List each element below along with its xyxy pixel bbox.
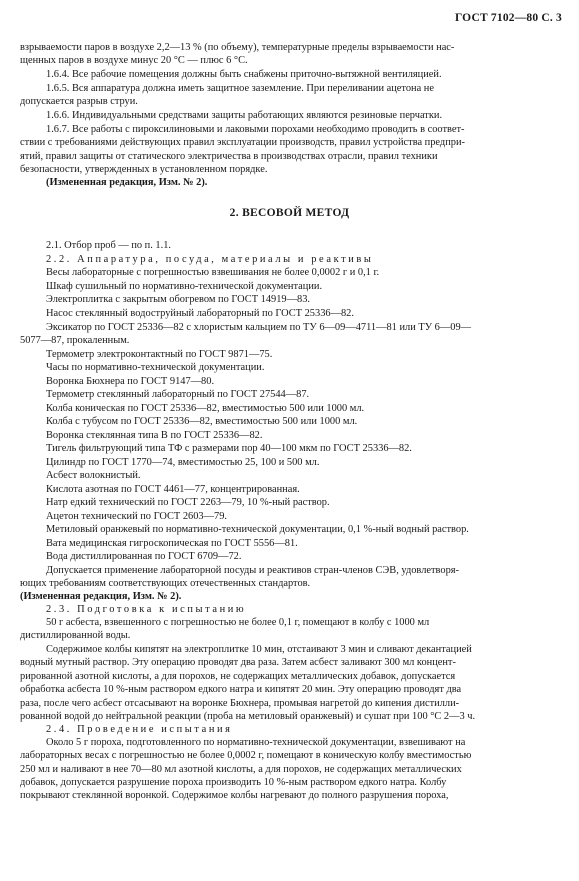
- text-line: Колба с тубусом по ГОСТ 25336—82, вместимостью 500 или 1000 мл.: [46, 416, 358, 427]
- text-line: ющих требованиям соответствующих отечественных стандартов.: [20, 578, 311, 589]
- text-line: Тигель фильтрующий типа ТФ с размерами пор 40—100 мкм по ГОСТ 25336—82.: [46, 443, 412, 454]
- text-line: ятий, правил защиты от статического электричества в производствах отрасли, правил техники: [20, 151, 438, 162]
- text-line: (Измененная редакция, Изм. № 2).: [46, 177, 208, 188]
- text-line: Содержимое колбы кипятят на электроплитке 10 мин, отстаивают 3 мин и сливают декантацией: [46, 644, 472, 655]
- text-line: 2.3. Подготовка к испытанию: [46, 604, 247, 615]
- text-line: 2.2. Аппаратура, посуда, материалы и реактивы: [46, 254, 374, 265]
- text-line: Ацетон технический по ГОСТ 2603—79.: [46, 511, 228, 522]
- text-line: Около 5 г пороха, подготовленного по нормативно-технической документации, взвешивают на: [46, 737, 466, 748]
- text-line: Термометр стеклянный лабораторный по ГОСТ 27544—87.: [46, 389, 310, 400]
- text-line: рованной водой до нейтральной реакции (проба на метиловый оранжевый) и сушат при 100 °С 2—3 ч.: [20, 711, 476, 722]
- text-line: Кислота азотная по ГОСТ 4461—77, концентрированная.: [46, 484, 300, 495]
- text-line: 1.6.7. Все работы с пироксилиновыми и лаковыми порохами необходимо проводить в соответ-: [46, 124, 465, 135]
- page-header: ГОСТ 7102—80 С. 3: [454, 12, 562, 24]
- text-line: Метиловый оранжевый по нормативно-технической документации, 0,1 %-ный водный раствор.: [46, 524, 469, 535]
- text-line: Насос стеклянный водоструйный лабораторный по ГОСТ 25336—82.: [46, 308, 354, 319]
- text-line: Термометр электроконтактный по ГОСТ 9871—75.: [46, 349, 273, 360]
- text-line: щенных паров в воздухе минус 20 °С — плюс 6 °С.: [20, 55, 248, 66]
- text-line: Цилиндр по ГОСТ 1770—74, вместимостью 25, 100 и 500 мл.: [46, 457, 320, 468]
- text-line: 5077—87, прокаленным.: [20, 335, 130, 346]
- text-line: Шкаф сушильный по нормативно-технической документации.: [46, 281, 323, 292]
- text-line: Воронка Бюхнера по ГОСТ 9147—80.: [46, 376, 215, 387]
- text-line: рированной азотной кислоты, а для порохов, не содержащих металлических добавок, допускается: [20, 671, 456, 682]
- text-line: Колба коническая по ГОСТ 25336—82, вместимостью 500 или 1000 мл.: [46, 403, 365, 414]
- text-line: Весы лабораторные с погрешностью взвешивания не более 0,0002 г и 0,1 г.: [46, 267, 380, 278]
- text-line: Допускается применение лабораторной посуды и реактивов стран-членов СЭВ, удовлетворя-: [46, 565, 460, 576]
- text-line: Асбест волокнистый.: [46, 470, 141, 481]
- text-line: взрываемости паров в воздухе 2,2—13 % (по объему), температурные пределы взрываемости нас-: [20, 42, 455, 53]
- text-line: добавок, допускается разрушение пороха производить 10 %-ным раствором едкого натра. Колбу: [20, 777, 447, 788]
- text-line: Электроплитка с закрытым обогревом по ГОСТ 14919—83.: [46, 294, 310, 305]
- text-line: лабораторных весах с погрешностью не более 0,0002 г, помещают в коническую колбу вместимостью: [20, 750, 472, 761]
- text-line: Эксикатор по ГОСТ 25336—82 с хлористым кальцием по ТУ 6—09—4711—81 или ТУ 6—09—: [46, 322, 472, 333]
- text-line: покрывают стеклянной воронкой. Содержимое колбы нагревают до полного разрушения пороха,: [20, 790, 449, 801]
- text-line: (Измененная редакция, Изм. № 2).: [20, 591, 182, 602]
- text-line: обработка асбеста 10 %-ным раствором едкого натра и кипятят 20 мин. Эту операцию проводят два: [20, 684, 462, 695]
- text-line: Часы по нормативно-технической документации.: [46, 362, 265, 373]
- text-line: ствии с требованиями действующих правил эксплуатации производств, правил устройства предпри-: [20, 137, 465, 148]
- text-line: водный мутный раствор. Эту операцию проводят два раза. Затем асбест заливают 300 мл концент-: [20, 657, 456, 668]
- text-line: дистиллированной воды.: [20, 630, 131, 641]
- text-line: 50 г асбеста, взвешенного с погрешностью не более 0,1 г, помещают в колбу с 1000 мл: [46, 617, 430, 628]
- text-line: 250 мл и наливают в нее 70—80 мл азотной кислоты, а для порохов, не содержащих металлических: [20, 764, 462, 775]
- text-line: раза, после чего асбест отсасывают на воронке Бюхнера, промывая нагретой до кипения дистилли-: [20, 698, 460, 709]
- text-line: 2.1. Отбор проб — по п. 1.1.: [46, 240, 172, 251]
- text-line: безопасности, утвержденных в установленном порядке.: [20, 164, 268, 175]
- section-title: 2. ВЕСОВОЙ МЕТОД: [229, 207, 350, 219]
- text-line: 2.4. Проведение испытания: [46, 724, 233, 735]
- text-line: Натр едкий технический по ГОСТ 2263—79, 10 %-ный раствор.: [46, 497, 330, 508]
- text-line: Вата медицинская гигроскопическая по ГОСТ 5556—81.: [46, 538, 298, 549]
- text-line: 1.6.6. Индивидуальными средствами защиты работающих являются резиновые перчатки.: [46, 110, 443, 121]
- text-line: Вода дистиллированная по ГОСТ 6709—72.: [46, 551, 242, 562]
- text-line: 1.6.5. Вся аппаратура должна иметь защитное заземление. При переливании ацетона не: [46, 83, 434, 94]
- text-line: 1.6.4. Все рабочие помещения должны быть снабжены приточно-вытяжной вентиляцией.: [46, 69, 442, 80]
- text-line: Воронка стеклянная типа В по ГОСТ 25336—82.: [46, 430, 263, 441]
- text-line: допускается разрыв струи.: [20, 96, 138, 107]
